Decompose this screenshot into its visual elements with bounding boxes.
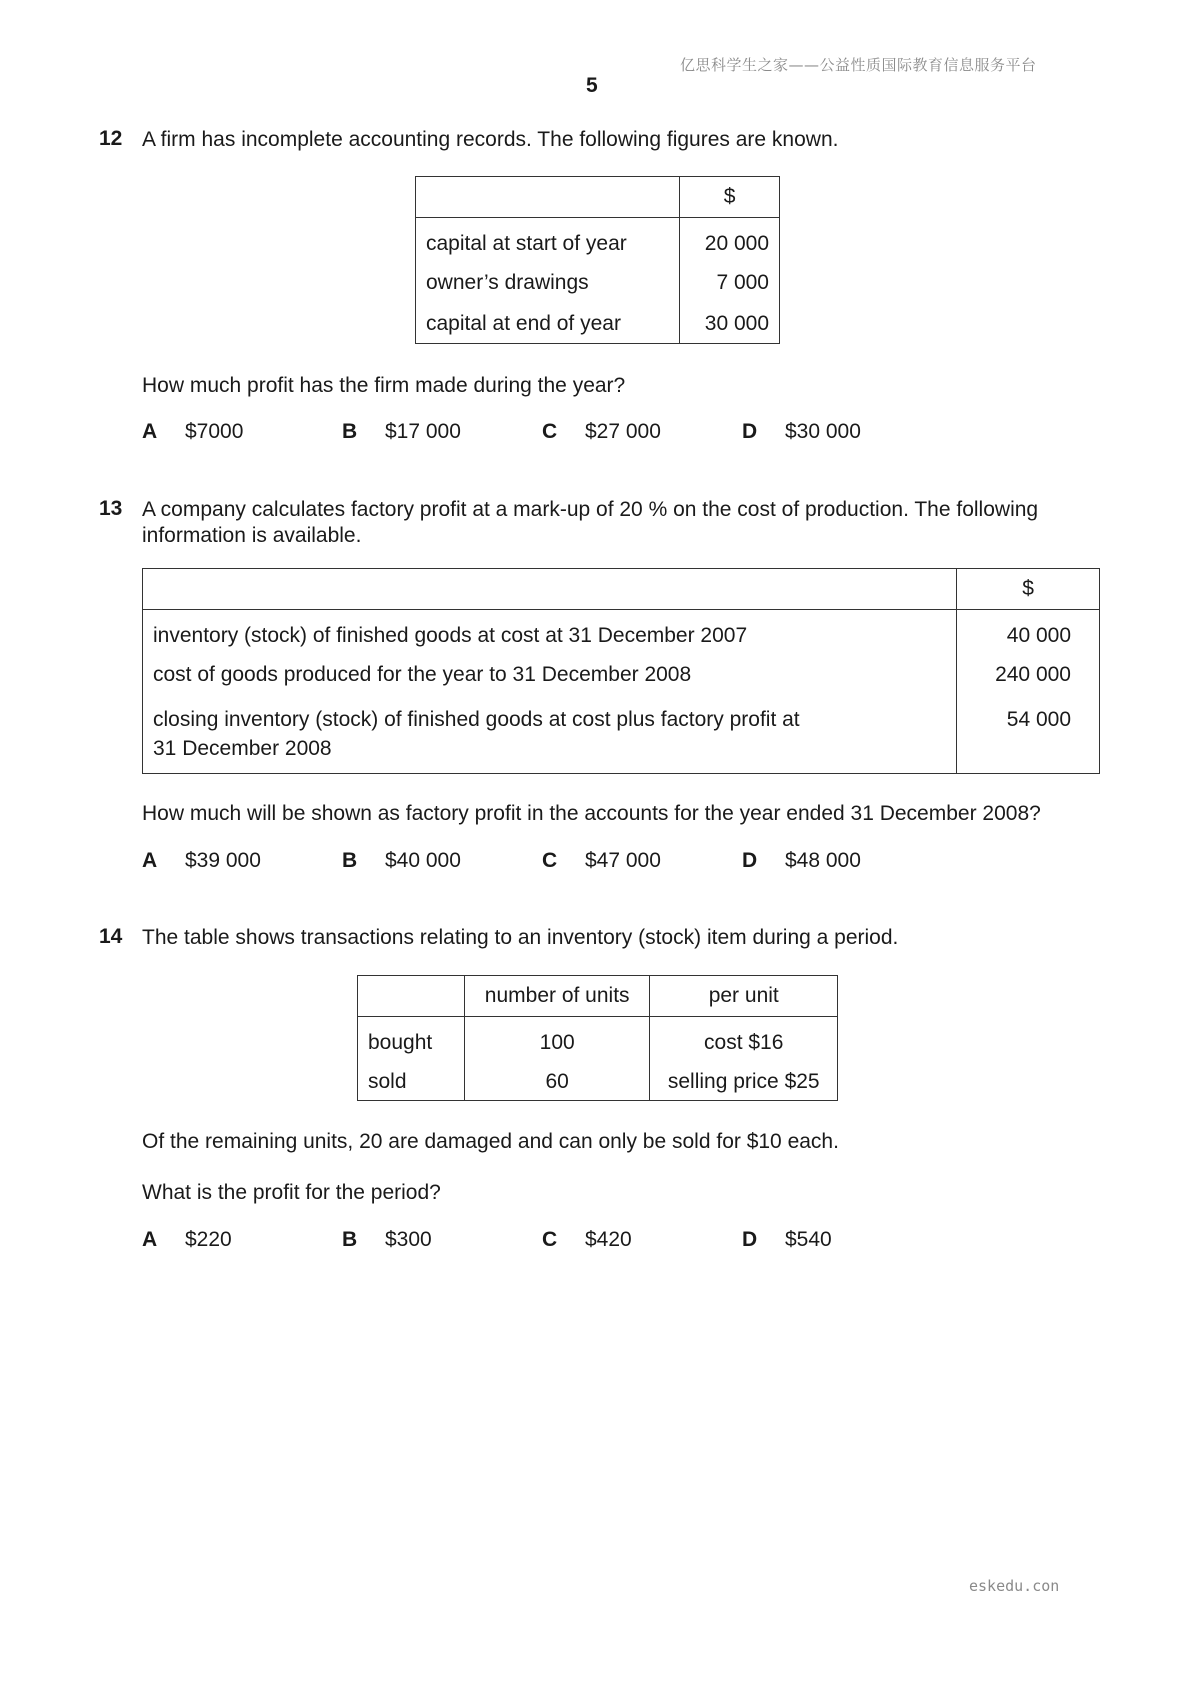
option-d — [742, 1228, 832, 1252]
option-text: $7000 — [185, 420, 244, 443]
table-cell-value: 30 000 — [680, 301, 780, 344]
q13-table — [142, 568, 1100, 774]
table-cell-label: bought — [358, 1017, 465, 1060]
footer-watermark: eskedu.con — [969, 1577, 1060, 1595]
question-text: The table shows transactions relating to an inventory (stock) item during a period. — [142, 926, 899, 949]
option-text: $39 000 — [185, 849, 261, 872]
table-row — [143, 610, 1100, 653]
option-text: $27 000 — [585, 420, 661, 443]
page-number: 5 — [586, 74, 598, 97]
option-letter: B — [342, 849, 358, 872]
table-cell-value: 100 — [464, 1017, 650, 1060]
option-letter: D — [742, 420, 758, 443]
table-cell-value: 20 000 — [680, 218, 780, 261]
option-c — [542, 420, 661, 444]
option-letter: B — [342, 420, 358, 443]
option-text: $220 — [185, 1228, 232, 1251]
table-row — [416, 260, 780, 301]
table-cell-label: owner’s drawings — [416, 260, 680, 301]
option-b — [342, 849, 461, 873]
table-cell-label: inventory (stock) of finished goods at cost at 31 December 2007 — [143, 610, 957, 653]
q12-table — [415, 176, 780, 344]
table-cell-label-line: closing inventory (stock) of finished goods at cost plus factory profit at — [153, 708, 800, 731]
option-text: $40 000 — [385, 849, 461, 872]
option-letter: A — [142, 1228, 158, 1251]
option-b — [342, 1228, 432, 1252]
question-number: 13 — [99, 497, 123, 520]
table-cell-label — [143, 694, 957, 774]
table-cell-value: selling price $25 — [650, 1059, 838, 1101]
option-letter: A — [142, 420, 158, 443]
question-number: 14 — [99, 925, 123, 948]
table-row — [416, 218, 780, 261]
table-row — [143, 652, 1100, 694]
table-cell-value: 40 000 — [957, 610, 1100, 653]
table-header-cell — [143, 569, 957, 610]
option-letter: C — [542, 1228, 558, 1251]
table-cell-value: 54 000 — [957, 694, 1100, 774]
option-text: $17 000 — [385, 420, 461, 443]
table-row — [143, 694, 1100, 774]
table-header-cell: number of units — [464, 976, 650, 1017]
table-header-cell: $ — [680, 177, 780, 218]
table-header-cell — [358, 976, 465, 1017]
question-number: 12 — [99, 127, 123, 150]
table-row — [358, 1017, 838, 1060]
q14-table — [357, 975, 838, 1101]
table-cell-value: 7 000 — [680, 260, 780, 301]
option-text: $420 — [585, 1228, 632, 1251]
option-letter: C — [542, 849, 558, 872]
table-cell-label: sold — [358, 1059, 465, 1101]
table-cell-value: cost $16 — [650, 1017, 838, 1060]
question-prompt: How much profit has the firm made during the year? — [142, 374, 626, 397]
option-letter: A — [142, 849, 158, 872]
table-cell-label-line: 31 December 2008 — [153, 737, 332, 760]
option-text: $300 — [385, 1228, 432, 1251]
option-b — [342, 420, 461, 444]
table-cell-label: capital at start of year — [416, 218, 680, 261]
option-text: $48 000 — [785, 849, 861, 872]
question-prompt: What is the profit for the period? — [142, 1181, 441, 1204]
option-text: $540 — [785, 1228, 832, 1251]
option-c — [542, 1228, 632, 1252]
option-text: $47 000 — [585, 849, 661, 872]
table-cell-value: 240 000 — [957, 652, 1100, 694]
option-a — [142, 1228, 232, 1252]
option-letter: C — [542, 420, 558, 443]
option-letter: D — [742, 1228, 758, 1251]
option-c — [542, 849, 661, 873]
question-text: A firm has incomplete accounting records. The following figures are known. — [142, 128, 839, 151]
table-row — [416, 301, 780, 344]
option-d — [742, 849, 861, 873]
table-header-cell: per unit — [650, 976, 838, 1017]
table-header-cell: $ — [957, 569, 1100, 610]
table-row — [358, 1059, 838, 1101]
option-a — [142, 420, 244, 444]
question-text: A company calculates factory profit at a mark-up of 20 % on the cost of production. The following — [142, 498, 1039, 521]
option-d — [742, 420, 861, 444]
table-header-cell — [416, 177, 680, 218]
option-text: $30 000 — [785, 420, 861, 443]
header-watermark: 亿思科学生之家——公益性质国际教育信息服务平台 — [680, 56, 1037, 74]
option-a — [142, 849, 261, 873]
table-cell-label: capital at end of year — [416, 301, 680, 344]
option-letter: D — [742, 849, 758, 872]
option-letter: B — [342, 1228, 358, 1251]
table-cell-label: cost of goods produced for the year to 31 December 2008 — [143, 652, 957, 694]
question-prompt: How much will be shown as factory profit in the accounts for the year ended 31 December 2008? — [142, 802, 1041, 825]
question-note: Of the remaining units, 20 are damaged and can only be sold for $10 each. — [142, 1130, 839, 1153]
table-cell-value: 60 — [464, 1059, 650, 1101]
question-text: information is available. — [142, 524, 362, 547]
